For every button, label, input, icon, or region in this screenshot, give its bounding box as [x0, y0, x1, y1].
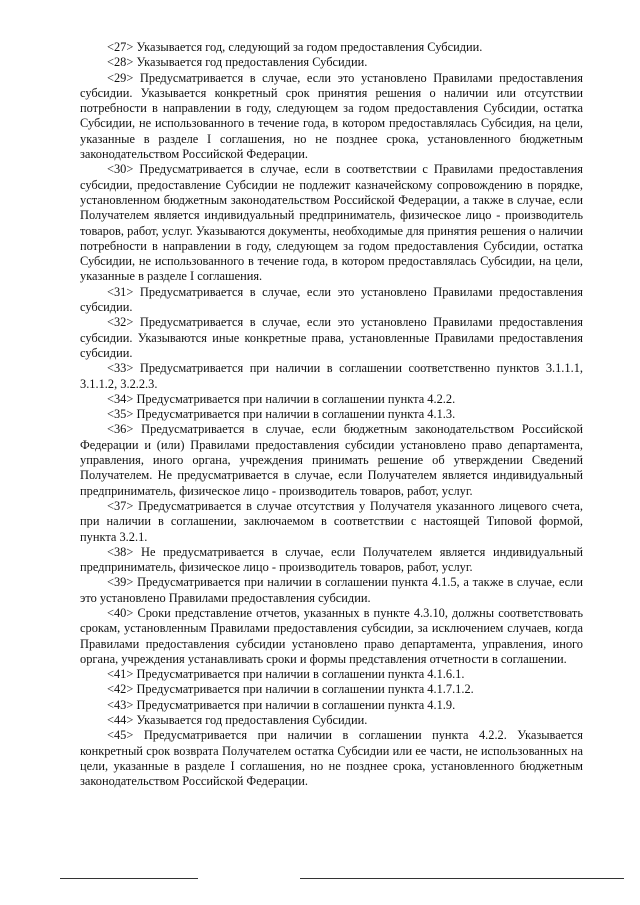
footer-rule-left — [60, 878, 198, 879]
footnote-30: <30> Предусматривается в случае, если в соответствии с Правилами предоставления субсидии, предоставление Субсидии не подлежит казначейскому сопровождению в порядке, установленном бюджетным законодательством Российской Федерации, а также в случае, если Получателем является индивидуальный предприниматель, физическое лицо - производитель товаров, работ, услуг. Указываются документы, необходимые для принятия решения о наличии потребности в направлении в году, следующем за годом предоставления Субсидии, остатка Субсидии, не использованного в течение года, в котором предоставлялась Субсидии, на цели, указанные в разделе I соглашения. — [80, 162, 583, 284]
footnote-39: <39> Предусматривается при наличии в соглашении пункта 4.1.5, а также в случае, если это установлено Правилами предоставления субсидии. — [80, 575, 583, 605]
footnotes-list — [80, 40, 583, 790]
footnote-29: <29> Предусматривается в случае, если это установлено Правилами предоставления субсидии. Указывается конкретный срок принятия решения о наличии или отсутствии потребности в направлении в году, следующем за годом предоставления Субсидии, остатка Субсидии, не использованного в течение года, в котором предоставлялась Субсидия, на цели, указанные в разделе I соглашения, но не позднее срока, установленного бюджетным законодательством Российской Федерации. — [80, 70, 583, 162]
footnote-38: <38> Не предусматривается в случае, если Получателем является индивидуальный предприниматель, физическое лицо - производитель товаров, работ, услуг. — [80, 544, 583, 575]
footnote-36: <36> Предусматривается в случае, если бюджетным законодательством Российской Федерации и (или) Правилами предоставления субсидии установлено право департамента, управления, иного органа, учреждения принимать решение об утверждении Сведений Получателем. Не предусматривается в случае, если Получателем является индивидуальный предприниматель, физическое лицо - производитель товаров, работ, услуг. — [80, 422, 583, 498]
footnote-28: <28> Указывается год предоставления Субсидии. — [107, 55, 368, 70]
footer-rule-right — [300, 878, 624, 879]
footnote-35: <35> Предусматривается при наличии в соглашении пункта 4.1.3. — [107, 407, 456, 422]
footnote-41: <41> Предусматривается при наличии в соглашении пункта 4.1.6.1. — [107, 667, 465, 682]
footnote-33: <33> Предусматривается при наличии в соглашении соответственно пунктов 3.1.1.1, 3.1.1.2, 3.2.2.3. — [80, 361, 583, 391]
footnote-32: <32> Предусматривается в случае, если это установлено Правилами предоставления субсидии. Указываются иные конкретные права, установленные Правилами предоставления субсидии. — [80, 315, 583, 360]
footnote-27: <27> Указывается год, следующий за годом предоставления Субсидии. — [107, 40, 483, 54]
footnote-37: <37> Предусматривается в случае отсутствия у Получателя указанного лицевого счета, при наличии в соглашении, заключаемом в соответствии с настоящей Типовой формой, пункта 3.2.1. — [80, 498, 583, 544]
footnote-42: <42> Предусматривается при наличии в соглашении пункта 4.1.7.1.2. — [107, 682, 474, 697]
footnote-34: <34> Предусматривается при наличии в соглашении пункта 4.2.2. — [107, 391, 456, 406]
footnote-45: <45> Предусматривается при наличии в соглашении пункта 4.2.2. Указывается конкретный срок возврата Получателем остатка Субсидии или ее части, не использованных на цели, указанные в разделе I соглашения, но не позднее срока, установленного бюджетным законодательством Российской Федерации. — [80, 728, 583, 789]
footnote-40: <40> Сроки представление отчетов, указанных в пункте 4.3.10, должны соответствовать срокам, установленным Правилами предоставления субсидии, за исключением случаев, когда Правилами предоставления субсидии установлено право департамента, управления, иного органа, учреждения устанавливать сроки и формы представления отчетности в соглашении. — [80, 605, 583, 666]
footnote-43: <43> Предусматривается при наличии в соглашении пункта 4.1.9. — [107, 697, 456, 712]
footnote-44: <44> Указывается год предоставления Субсидии. — [107, 713, 368, 728]
footnote-31: <31> Предусматривается в случае, если это установлено Правилами предоставления субсидии. — [80, 284, 583, 315]
